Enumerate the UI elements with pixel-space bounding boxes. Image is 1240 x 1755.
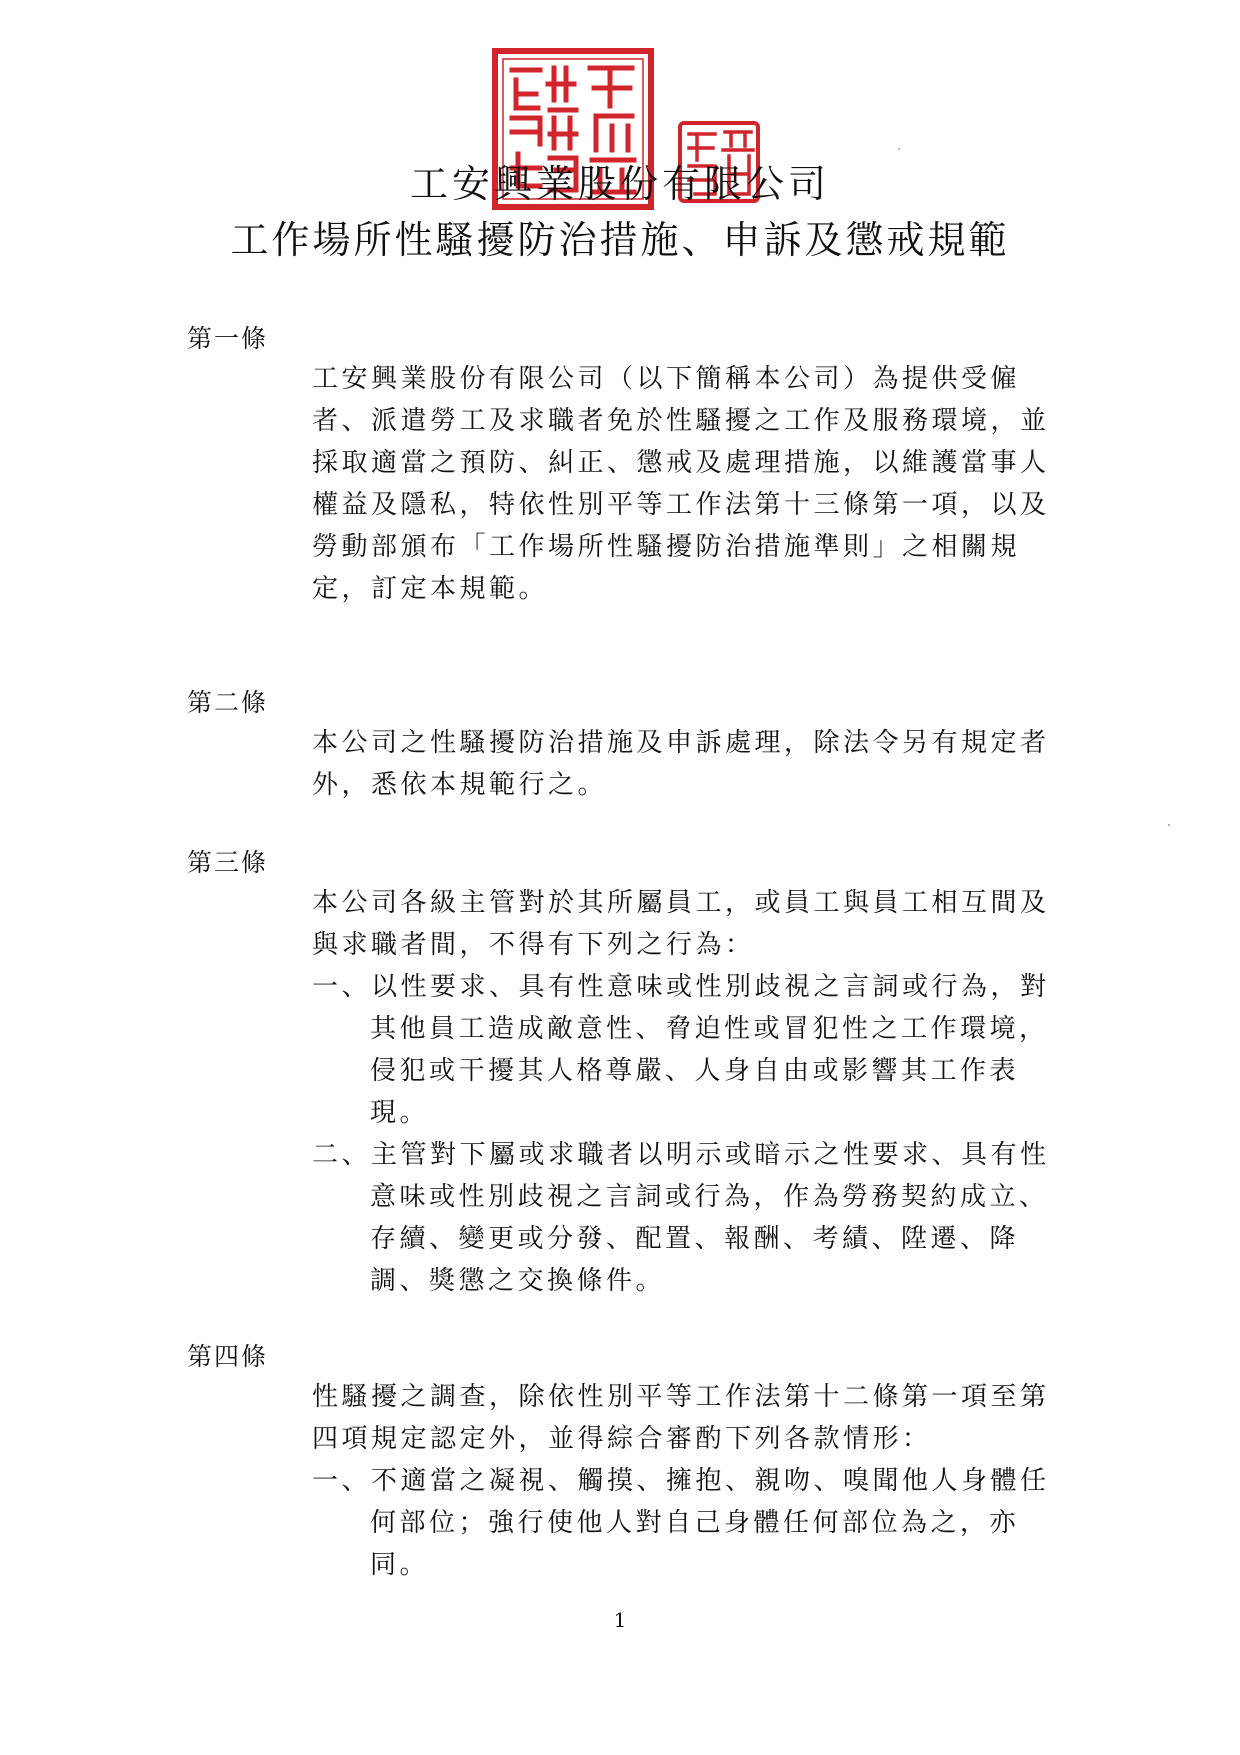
- article-4-paragraph: [312, 1376, 1050, 1460]
- article-3-item-1: [312, 966, 1050, 1134]
- text-line: 與求職者間，不得有下列之行為：: [312, 930, 755, 960]
- article-2-paragraph: [312, 722, 1050, 806]
- text-line: 現。: [370, 1098, 430, 1128]
- text-line: 同。: [370, 1550, 430, 1580]
- text-line: 一、以性要求、具有性意味或性別歧視之言詞或行為，對: [312, 972, 1050, 1002]
- text-line: 存續、變更或分發、配置、報酬、考績、陞遷、降: [370, 1224, 1020, 1254]
- text-line: 性騷擾之調查，除依性別平等工作法第十二條第一項至第: [312, 1382, 1050, 1412]
- article-4-heading: 第四條: [187, 1342, 269, 1371]
- text-line: 本公司各級主管對於其所屬員工，或員工與員工相互間及: [312, 888, 1050, 918]
- text-line: 二、主管對下屬或求職者以明示或暗示之性要求、具有性: [312, 1140, 1050, 1170]
- article-3-heading: 第三條: [187, 848, 269, 877]
- article-1-paragraph: [312, 358, 1050, 610]
- text-line: 定，訂定本規範。: [312, 574, 549, 604]
- text-line: 侵犯或干擾其人格尊嚴、人身自由或影響其工作表: [370, 1056, 1020, 1086]
- scan-speck: [898, 148, 900, 150]
- text-line: 者、派遣勞工及求職者免於性騷擾之工作及服務環境，並: [312, 406, 1050, 436]
- text-line: 其他員工造成敵意性、脅迫性或冒犯性之工作環境，: [370, 1014, 1049, 1044]
- article-1-heading: 第一條: [187, 324, 269, 353]
- text-line: 四項規定認定外，並得綜合審酌下列各款情形：: [312, 1424, 932, 1454]
- text-line: 調、獎懲之交換條件。: [370, 1266, 666, 1296]
- text-line: 意味或性別歧視之言詞或行為，作為勞務契約成立、: [370, 1182, 1049, 1212]
- text-line: 何部位；強行使他人對自己身體任何部位為之，亦: [370, 1508, 1020, 1538]
- scan-speck: [1168, 824, 1170, 826]
- text-line: 工安興業股份有限公司（以下簡稱本公司）為提供受僱: [312, 364, 1021, 394]
- page-number: 1: [613, 1608, 627, 1632]
- text-line: 外，悉依本規範行之。: [312, 770, 608, 800]
- article-3-item-2: [312, 1134, 1050, 1302]
- company-title: 工安興業股份有限公司: [409, 162, 830, 206]
- article-4-item-1: [312, 1460, 1050, 1586]
- article-2-heading: 第二條: [187, 688, 269, 717]
- article-3-paragraph: [312, 882, 1050, 966]
- text-line: 權益及隱私，特依性別平等工作法第十三條第一項，以及: [312, 490, 1050, 520]
- text-line: 本公司之性騷擾防治措施及申訴處理，除法令另有規定者: [312, 728, 1050, 758]
- text-line: 一、不適當之凝視、觸摸、擁抱、親吻、嗅聞他人身體任: [312, 1466, 1050, 1496]
- text-line: 採取適當之預防、糾正、懲戒及處理措施，以維護當事人: [312, 448, 1050, 478]
- text-line: 勞動部頒布「工作場所性騷擾防治措施準則」之相關規: [312, 532, 1021, 562]
- document-title: 工作場所性騷擾防治措施、申訴及懲戒規範: [230, 218, 1010, 262]
